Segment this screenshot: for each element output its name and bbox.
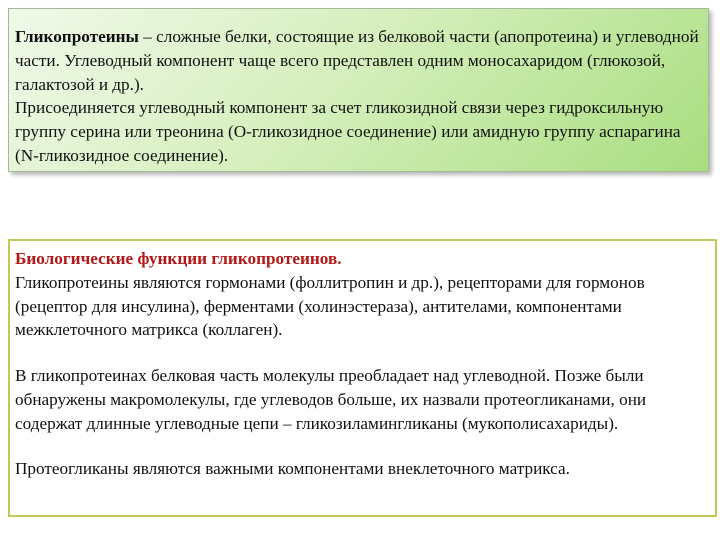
functions-heading: Биологические функции гликопротеинов. [15, 249, 342, 268]
definition-text: – сложные белки, состоящие из белковой части (апопротеина) и углеводной части. Углеводный компонент чаще всего представлен одним моносахаридом (глюкозой, галактозой и др.). [15, 27, 699, 94]
proteoglycans-intro-paragraph: В гликопротеинах белковая часть молекулы преобладает над углеводной. Позже были обнаружены макромолекулы, где углеводов больше, их назвали протеогликанами, они содержат длинные углеводные цепи – гликозиламингликаны (мукополисахариды). [15, 366, 647, 433]
definition-box [8, 8, 709, 172]
functions-paragraph [15, 247, 710, 342]
proteoglycans-role-paragraph: Протеогликаны являются важными компонентами внеклеточного матрикса. [15, 458, 570, 478]
functions-box [8, 239, 717, 517]
term-glycoproteins: Гликопротеины [15, 27, 139, 46]
attachment-paragraph: Присоединяется углеводный компонент за счет гликозидной связи через гидроксильную группу серина или треонина (О-гликозидное соединение) или амидную группу аспарагина (N-гликозидное соединение). [15, 98, 681, 165]
functions-text: Гликопротеины являются гормонами (фоллитропин и др.), рецепторами для гормонов (рецептор для инсулина), ферментами (холинэстераза), антителами, компонентами межклеточного матрикса (коллаген). [15, 272, 645, 340]
definition-paragraph [15, 25, 702, 96]
